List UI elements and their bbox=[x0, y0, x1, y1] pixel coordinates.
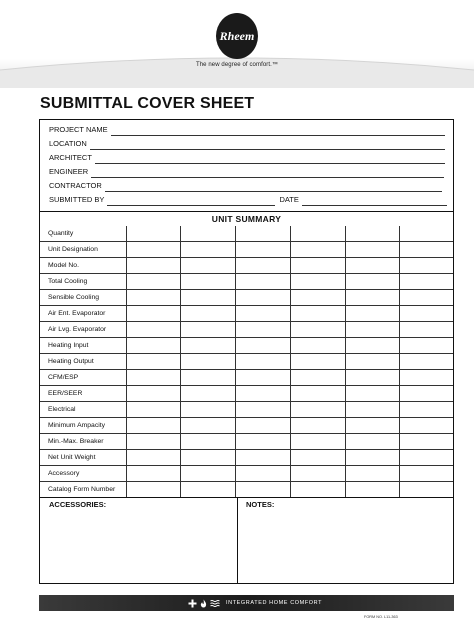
table-cell[interactable] bbox=[126, 242, 180, 258]
table-cell[interactable] bbox=[345, 418, 399, 434]
table-cell[interactable] bbox=[235, 274, 290, 290]
table-cell[interactable] bbox=[126, 434, 180, 450]
row-label: Min.-Max. Breaker bbox=[40, 434, 126, 450]
table-row bbox=[40, 466, 453, 482]
table-cell[interactable] bbox=[345, 370, 399, 386]
table-cell[interactable] bbox=[399, 466, 453, 482]
table-cell[interactable] bbox=[345, 386, 399, 402]
table-cell[interactable] bbox=[126, 322, 180, 338]
table-row bbox=[40, 482, 453, 498]
table-cell[interactable] bbox=[235, 466, 290, 482]
table-row bbox=[40, 242, 453, 258]
section-divider bbox=[40, 211, 453, 212]
field-project-name bbox=[49, 124, 445, 136]
table-row bbox=[40, 402, 453, 418]
table-cell[interactable] bbox=[180, 434, 235, 450]
form-number: FORM NO. L11-363 bbox=[364, 615, 398, 619]
date-line[interactable] bbox=[302, 196, 447, 206]
table-cell[interactable] bbox=[235, 306, 290, 322]
table-cell[interactable] bbox=[399, 386, 453, 402]
flame-icon bbox=[199, 599, 208, 608]
table-cell[interactable] bbox=[180, 466, 235, 482]
submittal-form bbox=[39, 119, 454, 584]
table-cell[interactable] bbox=[126, 274, 180, 290]
table-cell[interactable] bbox=[345, 274, 399, 290]
engineer-line[interactable] bbox=[91, 168, 444, 178]
table-cell[interactable] bbox=[399, 402, 453, 418]
table-cell[interactable] bbox=[180, 290, 235, 306]
field-label-location: LOCATION bbox=[49, 139, 87, 148]
table-cell[interactable] bbox=[180, 338, 235, 354]
table-cell[interactable] bbox=[399, 354, 453, 370]
table-cell[interactable] bbox=[290, 354, 345, 370]
table-cell[interactable] bbox=[235, 354, 290, 370]
table-cell[interactable] bbox=[290, 242, 345, 258]
row-label: CFM/ESP bbox=[40, 370, 126, 386]
table-cell[interactable] bbox=[180, 322, 235, 338]
table-cell[interactable] bbox=[290, 466, 345, 482]
table-cell[interactable] bbox=[345, 450, 399, 466]
table-row bbox=[40, 434, 453, 450]
table-row bbox=[40, 338, 453, 354]
table-cell[interactable] bbox=[290, 306, 345, 322]
table-cell[interactable] bbox=[126, 402, 180, 418]
table-cell[interactable] bbox=[235, 322, 290, 338]
contractor-line[interactable] bbox=[105, 182, 442, 192]
table-cell[interactable] bbox=[290, 386, 345, 402]
field-submitted-by bbox=[49, 194, 447, 206]
submitted-by-line[interactable] bbox=[107, 196, 275, 206]
table-cell[interactable] bbox=[235, 402, 290, 418]
table-cell[interactable] bbox=[345, 482, 399, 498]
table-cell[interactable] bbox=[180, 402, 235, 418]
table-cell[interactable] bbox=[290, 450, 345, 466]
field-architect bbox=[49, 152, 445, 164]
unit-summary-title: UNIT SUMMARY bbox=[211, 214, 282, 224]
accessories-label: ACCESSORIES: bbox=[49, 500, 107, 509]
table-row bbox=[40, 258, 453, 274]
accessories-divider bbox=[40, 497, 453, 498]
table-cell[interactable] bbox=[345, 402, 399, 418]
project-name-line[interactable] bbox=[111, 126, 445, 136]
table-cell[interactable] bbox=[290, 482, 345, 498]
table-cell[interactable] bbox=[399, 274, 453, 290]
table-cell[interactable] bbox=[345, 306, 399, 322]
table-cell[interactable] bbox=[399, 450, 453, 466]
row-label: Quantity bbox=[40, 226, 126, 242]
row-label: Minimum Ampacity bbox=[40, 418, 126, 434]
field-label-submitted-by: SUBMITTED BY bbox=[49, 195, 105, 204]
table-cell[interactable] bbox=[399, 290, 453, 306]
table-cell[interactable] bbox=[345, 354, 399, 370]
table-row bbox=[40, 354, 453, 370]
table-cell[interactable] bbox=[290, 258, 345, 274]
table-row bbox=[40, 322, 453, 338]
table-cell[interactable] bbox=[235, 370, 290, 386]
table-cell[interactable] bbox=[235, 418, 290, 434]
table-cell[interactable] bbox=[290, 370, 345, 386]
field-contractor bbox=[49, 180, 442, 192]
page-title: SUBMITTAL COVER SHEET bbox=[40, 95, 255, 112]
row-label: Net Unit Weight bbox=[40, 450, 126, 466]
table-cell[interactable] bbox=[126, 370, 180, 386]
table-cell[interactable] bbox=[345, 290, 399, 306]
row-label: Heating Input bbox=[40, 338, 126, 354]
table-cell[interactable] bbox=[180, 450, 235, 466]
row-label: Sensible Cooling bbox=[40, 290, 126, 306]
row-label: Heating Output bbox=[40, 354, 126, 370]
field-label-engineer: ENGINEER bbox=[49, 167, 89, 176]
table-cell[interactable] bbox=[345, 258, 399, 274]
field-label-architect: ARCHITECT bbox=[49, 153, 92, 162]
waves-icon bbox=[210, 599, 220, 608]
location-line[interactable] bbox=[90, 140, 445, 150]
table-cell[interactable] bbox=[126, 306, 180, 322]
table-row bbox=[40, 306, 453, 322]
table-cell[interactable] bbox=[399, 322, 453, 338]
table-cell[interactable] bbox=[290, 322, 345, 338]
table-row bbox=[40, 386, 453, 402]
table-cell[interactable] bbox=[126, 466, 180, 482]
row-label: Model No. bbox=[40, 258, 126, 274]
field-engineer bbox=[49, 166, 444, 178]
table-cell[interactable] bbox=[235, 242, 290, 258]
row-label: Air Lvg. Evaporator bbox=[40, 322, 126, 338]
table-cell[interactable] bbox=[399, 338, 453, 354]
table-cell[interactable] bbox=[180, 258, 235, 274]
rheem-logo bbox=[216, 13, 258, 59]
row-label: Total Cooling bbox=[40, 274, 126, 290]
table-cell[interactable] bbox=[126, 290, 180, 306]
table-cell[interactable] bbox=[399, 418, 453, 434]
table-cell[interactable] bbox=[126, 338, 180, 354]
table-row bbox=[40, 418, 453, 434]
table-cell[interactable] bbox=[399, 258, 453, 274]
table-cell[interactable] bbox=[345, 434, 399, 450]
table-cell[interactable] bbox=[180, 354, 235, 370]
table-cell[interactable] bbox=[126, 226, 180, 242]
table-row bbox=[40, 226, 453, 242]
table-cell[interactable] bbox=[345, 338, 399, 354]
table-cell[interactable] bbox=[290, 434, 345, 450]
table-cell[interactable] bbox=[126, 354, 180, 370]
table-cell[interactable] bbox=[126, 450, 180, 466]
footer-icons bbox=[188, 599, 220, 608]
logo-text: Rheem bbox=[219, 29, 255, 43]
row-label: Air Ent. Evaporator bbox=[40, 306, 126, 322]
table-cell[interactable] bbox=[399, 242, 453, 258]
table-cell[interactable] bbox=[235, 338, 290, 354]
field-label-contractor: CONTRACTOR bbox=[49, 181, 102, 190]
table-cell[interactable] bbox=[345, 466, 399, 482]
table-cell[interactable] bbox=[180, 386, 235, 402]
table-cell[interactable] bbox=[180, 306, 235, 322]
table-cell[interactable] bbox=[235, 482, 290, 498]
table-cell[interactable] bbox=[235, 258, 290, 274]
table-cell[interactable] bbox=[235, 290, 290, 306]
table-cell[interactable] bbox=[290, 338, 345, 354]
row-label: Unit Designation bbox=[40, 242, 126, 258]
architect-line[interactable] bbox=[95, 154, 445, 164]
table-cell[interactable] bbox=[180, 226, 235, 242]
table-cell[interactable] bbox=[399, 434, 453, 450]
table-row bbox=[40, 274, 453, 290]
table-cell[interactable] bbox=[180, 370, 235, 386]
table-cell[interactable] bbox=[126, 482, 180, 498]
table-cell[interactable] bbox=[345, 242, 399, 258]
row-label: Accessory bbox=[40, 466, 126, 482]
row-label: Electrical bbox=[40, 402, 126, 418]
brand-tagline: The new degree of comfort.™ bbox=[195, 62, 279, 68]
table-cell[interactable] bbox=[345, 226, 399, 242]
table-cell[interactable] bbox=[180, 274, 235, 290]
table-cell[interactable] bbox=[399, 370, 453, 386]
field-label-date: DATE bbox=[279, 195, 299, 204]
table-cell[interactable] bbox=[235, 386, 290, 402]
table-row bbox=[40, 450, 453, 466]
table-cell[interactable] bbox=[126, 258, 180, 274]
footer-text: INTEGRATED HOME COMFORT bbox=[226, 600, 323, 606]
table-row bbox=[40, 370, 453, 386]
table-cell[interactable] bbox=[290, 402, 345, 418]
table-cell[interactable] bbox=[235, 226, 290, 242]
field-location bbox=[49, 138, 445, 150]
row-label: EER/SEER bbox=[40, 386, 126, 402]
table-cell[interactable] bbox=[290, 274, 345, 290]
table-cell[interactable] bbox=[399, 226, 453, 242]
unit-summary-table bbox=[40, 226, 453, 498]
table-cell[interactable] bbox=[180, 482, 235, 498]
notes-divider bbox=[237, 497, 238, 583]
notes-label: NOTES: bbox=[246, 500, 275, 509]
table-cell[interactable] bbox=[399, 482, 453, 498]
table-cell[interactable] bbox=[290, 418, 345, 434]
table-cell[interactable] bbox=[235, 434, 290, 450]
plus-icon bbox=[188, 599, 197, 608]
table-cell[interactable] bbox=[290, 290, 345, 306]
table-cell[interactable] bbox=[180, 418, 235, 434]
table-cell[interactable] bbox=[235, 450, 290, 466]
table-cell[interactable] bbox=[126, 418, 180, 434]
table-cell[interactable] bbox=[399, 306, 453, 322]
table-cell[interactable] bbox=[345, 322, 399, 338]
table-cell[interactable] bbox=[290, 226, 345, 242]
field-label-project-name: PROJECT NAME bbox=[49, 125, 108, 134]
table-row bbox=[40, 290, 453, 306]
table-cell[interactable] bbox=[126, 386, 180, 402]
row-label: Catalog Form Number bbox=[40, 482, 126, 498]
table-cell[interactable] bbox=[180, 242, 235, 258]
